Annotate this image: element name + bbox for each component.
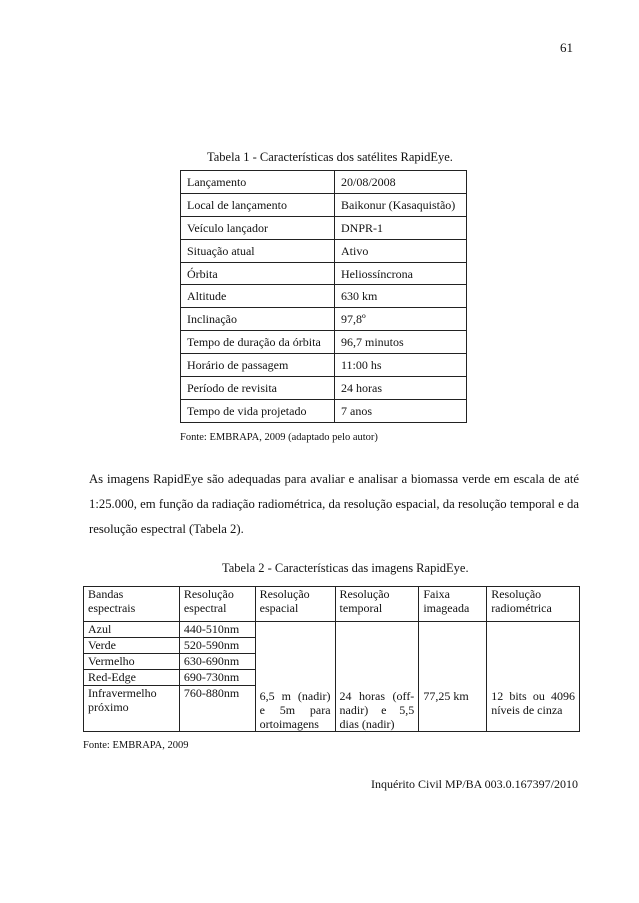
header-bands: Bandas espectrais [84,587,180,622]
table1-value: 24 horas [335,377,467,400]
table1-value: 630 km [335,285,467,308]
table1-value: Heliossíncrona [335,262,467,285]
header-radiometric-resolution: Resolução radiométrica [487,587,580,622]
band-name: Red-Edge [84,670,180,686]
band-range: 520-590nm [179,638,255,654]
table1-value: 7 anos [335,399,467,422]
swath-value: 77,25 km [423,689,469,703]
page-number: 61 [560,40,573,55]
header-spectral-resolution: Resolução espectral [179,587,255,622]
header-swath: Faixa imageada [419,587,487,622]
table1-row [181,171,467,194]
temporal-resolution-cell [335,622,419,732]
radiometric-line2: níveis de cinza [491,703,563,717]
image-characteristics-table [83,586,580,732]
table2-header-row [84,587,580,622]
table1-row [181,399,467,422]
table1-row [181,193,467,216]
table1-attribute: Período de revisita [181,377,335,400]
table1-attribute: Altitude [181,285,335,308]
table1-attribute: Veículo lançador [181,216,335,239]
radiometric-resolution-cell [487,622,580,732]
table1-value: 20/08/2008 [335,171,467,194]
footer-reference: Inquérito Civil MP/BA 003.0.167397/2010 [371,777,579,791]
table1-value: Ativo [335,239,467,262]
table1-attribute: Local de lançamento [181,193,335,216]
radiometric-line1: 12 bits ou 4096 [491,689,575,703]
band-name: Verde [84,638,180,654]
table2-source: Fonte: EMBRAPA, 2009 [83,740,189,751]
table1-value: Baikonur (Kasaquistão) [335,193,467,216]
table1-attribute: Horário de passagem [181,354,335,377]
band-range: 690-730nm [179,670,255,686]
table1-row [181,308,467,331]
table1-value: 97,8º [335,308,467,331]
temporal-line3: dias (nadir) [339,717,395,731]
table1-source: Fonte: EMBRAPA, 2009 (adaptado pelo autor) [180,432,378,443]
table1-attribute: Tempo de duração da órbita [181,331,335,354]
table1-row [181,377,467,400]
temporal-line2: nadir) e 5,5 [339,703,415,717]
band-range: 440-510nm [179,622,255,638]
spatial-resolution-cell [255,622,335,732]
table1-row [181,331,467,354]
table1-attribute: Situação atual [181,239,335,262]
header-temporal-resolution: Resolução temporal [335,587,419,622]
satellite-characteristics-table [180,170,467,423]
table1-attribute: Tempo de vida projetado [181,399,335,422]
table1-row [181,262,467,285]
table1-attribute: Inclinação [181,308,335,331]
table1-attribute: Órbita [181,262,335,285]
table1-value: 11:00 hs [335,354,467,377]
table1-caption: Tabela 1 - Características dos satélites RapidEye. [207,150,453,164]
table2-row-blue [84,622,580,638]
spatial-line2: e 5m para [259,703,331,717]
header-spatial-resolution: Resolução espacial [255,587,335,622]
table1-row [181,239,467,262]
table1-value: 96,7 minutos [335,331,467,354]
table1-attribute: Lançamento [181,171,335,194]
band-range: 630-690nm [179,654,255,670]
band-name: Vermelho [84,654,180,670]
spatial-line3: ortoimagens [259,717,319,731]
swath-cell [419,622,487,732]
band-name: Azul [84,622,180,638]
temporal-line1: 24 horas (off- [339,689,415,703]
band-name: Infravermelho próximo [84,686,180,732]
table1-row [181,285,467,308]
band-range: 760-880nm [179,686,255,732]
table2-caption: Tabela 2 - Características das imagens RapidEye. [222,561,469,575]
table1-value: DNPR-1 [335,216,467,239]
table1-row [181,216,467,239]
table1-row [181,354,467,377]
spatial-line1: 6,5 m (nadir) [259,689,331,703]
body-paragraph: As imagens RapidEye são adequadas para avaliar e analisar a biomassa verde em escala de até 1:25.000, em função da radiação radiométrica, da resolução espacial, da resolução temporal e da resolução espectral (Tabela 2). [89,472,579,536]
